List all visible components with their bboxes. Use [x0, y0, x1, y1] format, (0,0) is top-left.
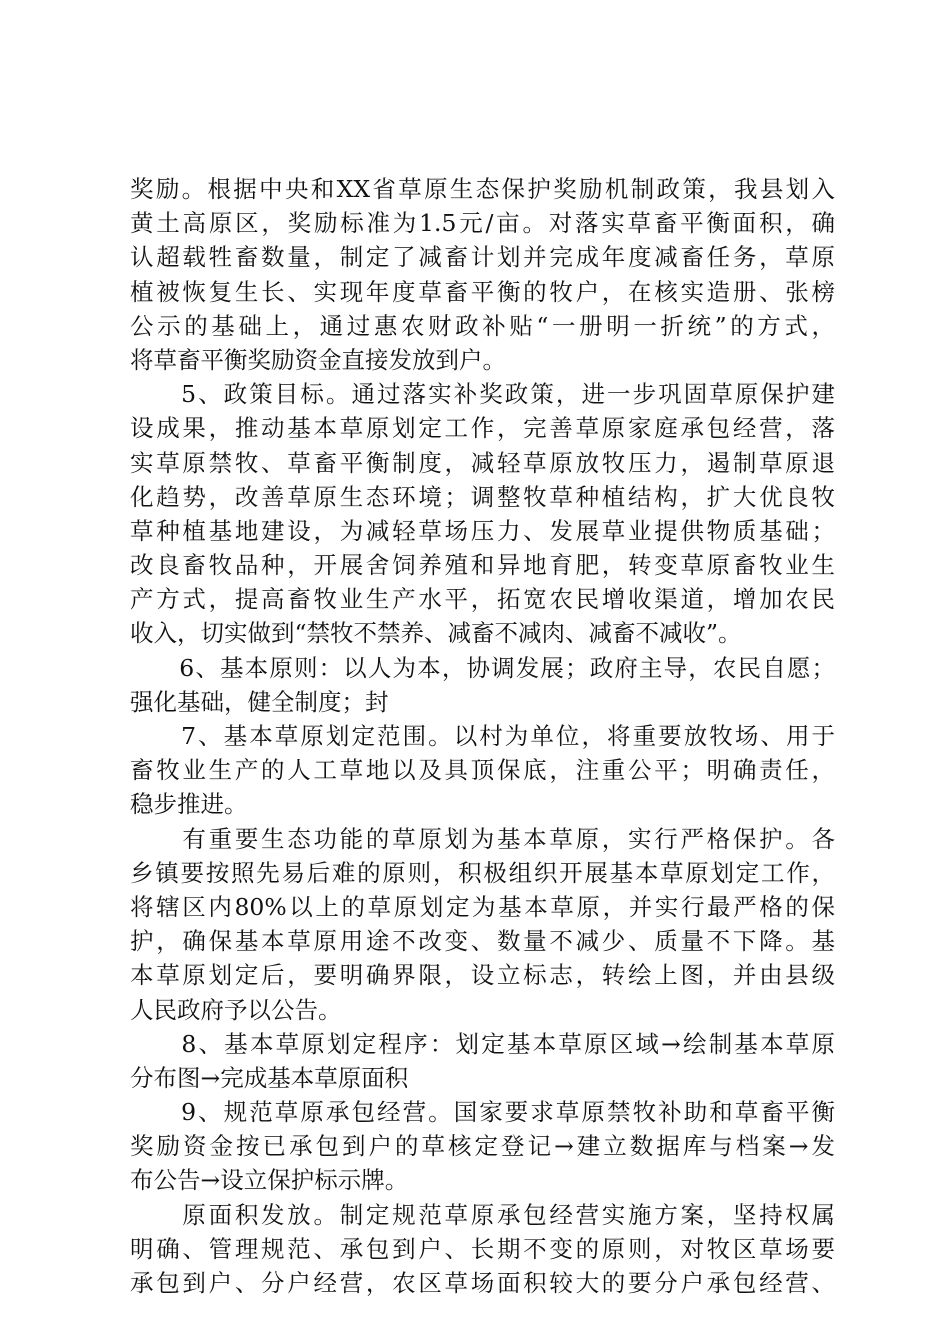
text-line: 奖励。根据中央和XX省草原生态保护奖励机制政策，我县划入 [130, 175, 835, 203]
text-line: 改良畜牧品种，开展舍饲养殖和异地育肥，转变草原畜牧业生 [130, 551, 835, 580]
text-line: 人民政府予以公告。 [130, 995, 342, 1024]
text-line: 原面积发放。制定规范草原承包经营实施方案，坚持权属 [130, 1200, 835, 1229]
text-line: 分布图→完成基本草原面积 [130, 1063, 409, 1092]
text-line: 有重要生态功能的草原划为基本草原，实行严格保护。各 [130, 824, 835, 853]
text-line: 布公告→设立保护标示牌。 [130, 1166, 409, 1195]
text-line: 9、规范草原承包经营。国家要求草原禁牧补助和草畜平衡 [130, 1098, 835, 1127]
text-line: 草种植基地建设，为减轻草场压力、发展草业提供物质基础； [130, 516, 835, 545]
text-line: 收入，切实做到“禁牧不禁养、减畜不减肉、减畜不减收”。 [130, 619, 742, 648]
text-line: 奖励资金按已承包到户的草核定登记→建立数据库与档案→发 [130, 1132, 835, 1161]
text-line: 将草畜平衡奖励资金直接发放到户。 [130, 345, 506, 374]
text-line: 植被恢复生长、实现年度草畜平衡的牧户，在核实造册、张榜 [130, 277, 835, 306]
text-line: 黄土高原区，奖励标准为1.5元/亩。对落实草畜平衡面积，确 [130, 209, 835, 238]
text-line: 强化基础，健全制度；封 [130, 687, 389, 716]
text-line: 将辖区内80%以上的草原划定为基本草原，并实行最严格的保 [130, 892, 835, 921]
document-page [130, 172, 835, 1300]
text-line: 稳步推进。 [130, 790, 248, 819]
text-line: 化趋势，改善草原生态环境；调整牧草种植结构，扩大优良牧 [130, 482, 835, 511]
text-line: 公示的基础上，通过惠农财政补贴“一册明一折统”的方式， [130, 311, 835, 340]
text-line: 8、基本草原划定程序：划定基本草原区域→绘制基本草原 [130, 1029, 835, 1058]
text-line: 明确、管理规范、承包到户、长期不变的原则，对牧区草场要 [130, 1234, 835, 1263]
text-line: 乡镇要按照先易后难的原则，积极组织开展基本草原划定工作， [130, 858, 835, 887]
text-line: 护，确保基本草原用途不改变、数量不减少、质量不下降。基 [130, 927, 835, 956]
text-line: 实草原禁牧、草畜平衡制度，减轻草原放牧压力，遏制草原退 [130, 448, 835, 477]
text-line: 6、基本原则：以人为本，协调发展；政府主导，农民自愿； [130, 653, 835, 682]
text-line: 设成果，推动基本草原划定工作，完善草原家庭承包经营，落 [130, 414, 835, 443]
text-line: 产方式，提高畜牧业生产水平，拓宽农民增收渠道，增加农民 [130, 585, 835, 614]
text-line: 本草原划定后，要明确界限，设立标志，转绘上图，并由县级 [130, 961, 835, 990]
text-line: 承包到户、分户经营，农区草场面积较大的要分户承包经营、 [130, 1269, 835, 1297]
text-line: 5、政策目标。通过落实补奖政策，进一步巩固草原保护建 [130, 380, 835, 409]
text-line: 认超载牲畜数量，制定了减畜计划并完成年度减畜任务，草原 [130, 243, 835, 272]
text-line: 畜牧业生产的人工草地以及具顶保底，注重公平；明确责任， [130, 756, 835, 785]
text-line: 7、基本草原划定范围。以村为单位，将重要放牧场、用于 [130, 722, 835, 750]
